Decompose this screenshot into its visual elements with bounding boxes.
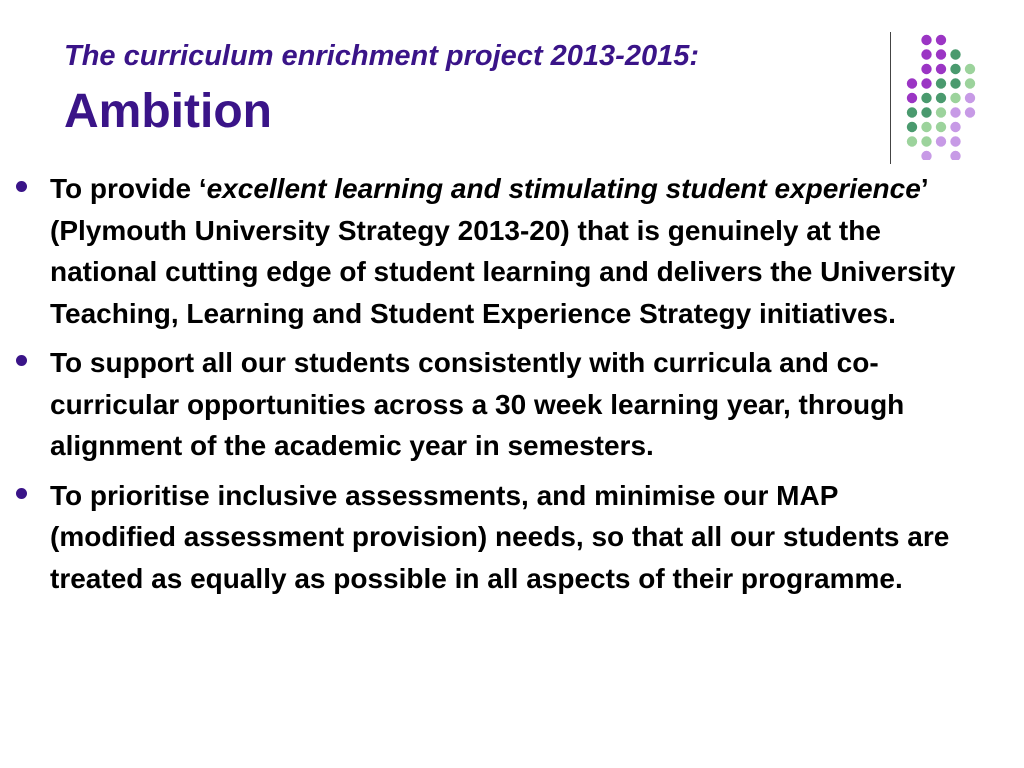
title-divider [890,32,891,164]
bullet-marker [16,355,27,366]
decorative-dot [936,122,946,132]
decorative-dot [950,122,960,132]
bullet-quote: excellent learning and stimulating student experience [206,173,921,204]
decorative-dot [921,93,931,103]
decorative-dot [921,49,931,59]
decorative-dot [907,122,917,132]
decorative-dot [950,78,960,88]
decorative-dot [950,151,960,160]
decorative-dot [921,122,931,132]
bullet-item [16,342,966,467]
decorative-dot [965,64,975,74]
decorative-dot [921,136,931,146]
decorative-dot [921,64,931,74]
decorative-dot [936,64,946,74]
decorative-dot [921,35,931,45]
bullet-item [16,475,966,600]
decorative-dot [921,107,931,117]
decorative-dot [936,78,946,88]
decorative-dot [950,107,960,117]
decorative-dot [950,64,960,74]
decorative-dot [907,136,917,146]
decorative-dot [907,78,917,88]
decorative-dot [965,107,975,117]
decorative-dot [950,93,960,103]
decorative-dot [907,107,917,117]
decorative-dot [921,151,931,160]
decorative-dot [936,35,946,45]
decorative-dot [921,78,931,88]
bullet-item [16,168,966,334]
bullet-text: To prioritise inclusive assessments, and minimise our MAP (modified assessment provision) needs, so that all our students are treated as equally as possible in all aspects of their programme. [50,479,950,594]
bullet-text-before: To provide ‘ [50,173,207,204]
bullet-marker [16,488,27,499]
bullet-marker [16,181,27,192]
decorative-dot [950,49,960,59]
bullet-text: To support all our students consistently with curricula and co-curricular opportunities across a 30 week learning year, through alignment of the academic year in semesters. [50,347,905,461]
decorative-dot [936,136,946,146]
decorative-dot-grid [895,30,995,160]
decorative-dot [907,93,917,103]
decorative-dot [936,107,946,117]
bullet-text-after: ’ (Plymouth University Strategy 2013-20) that is genuinely at the national cutting edge of student learning and delivers the University Teaching, Learning and Student Experience Strategy initiatives. [50,173,956,329]
decorative-dot [936,93,946,103]
slide-subtitle: The curriculum enrichment project 2013-2015: [64,40,699,72]
decorative-dot [965,93,975,103]
decorative-dot [965,78,975,88]
decorative-dot [936,49,946,59]
slide-title: Ambition [64,85,272,138]
bullet-list [16,168,966,607]
decorative-dot [950,136,960,146]
bullet-text [50,173,955,329]
